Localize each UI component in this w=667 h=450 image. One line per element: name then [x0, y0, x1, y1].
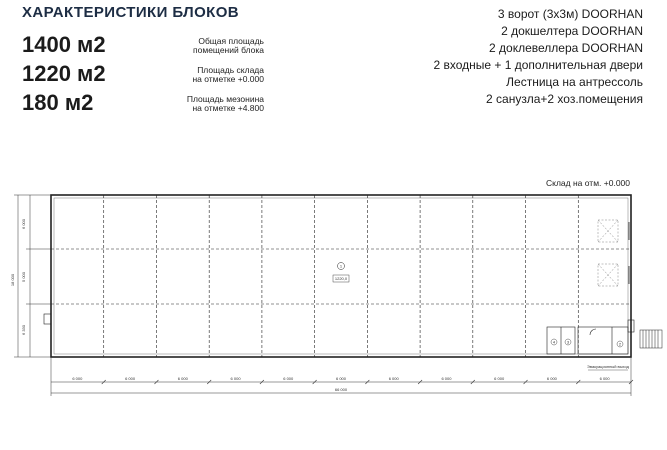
column-dim-3: 6 000: [177, 376, 188, 381]
utility-rooms: [547, 320, 634, 354]
page-heading: ХАРАКТЕРИСТИКИ БЛОКОВ: [22, 4, 240, 21]
total-length-dim: 66 000: [334, 387, 348, 392]
small-room-3: 3: [566, 339, 570, 345]
evacuation-note: Эвакуационный выход: [587, 364, 629, 369]
column-dim-8: 6 000: [441, 376, 452, 381]
column-dimensions: [72, 376, 633, 384]
left-dimension-lines: [14, 195, 51, 357]
row-dim-1: 6 000: [21, 218, 26, 230]
area-warehouse-desc-line1: Площадь склада: [197, 65, 264, 75]
small-room-2: 2: [618, 341, 622, 347]
area-total-value: 1400 м2: [22, 32, 106, 57]
feature-dock-shelters: 2 докшелтера DOORHAN: [501, 24, 643, 38]
feature-stairs: Лестница на антрессоль: [506, 75, 643, 89]
feature-restrooms: 2 санузла+2 хоз.помещения: [486, 92, 643, 106]
column-dim-5: 6 000: [283, 376, 294, 381]
external-stair: [640, 330, 662, 348]
column-dim-1: 6 000: [72, 376, 83, 381]
row-dim-2: 5 000: [21, 271, 26, 283]
column-dim-7: 6 000: [388, 376, 399, 381]
row-dim-3: 6 330: [21, 324, 26, 336]
area-mezzanine-desc-line1: Площадь мезонина: [186, 94, 264, 104]
column-dim-9: 6 000: [494, 376, 505, 381]
feature-gates: 3 ворот (3х3м) DOORHAN: [497, 7, 643, 21]
total-width-dim: 18 000: [10, 273, 15, 287]
area-mezzanine-value: 180 м2: [22, 90, 94, 115]
left-door: [44, 314, 51, 324]
small-room-4: 4: [552, 339, 556, 345]
area-warehouse-desc-line2: на отметке +0.000: [192, 74, 264, 84]
plan-caption: Склад на отм. +0.000: [546, 178, 630, 188]
column-dim-6: 6 000: [335, 376, 347, 381]
column-dim-4: 6 000: [230, 376, 241, 381]
feature-dock-levelers: 2 доклевеллера DOORHAN: [489, 41, 643, 55]
area-total-desc-line1: Общая площадь: [198, 36, 264, 46]
column-dim-2: 6 000: [125, 376, 136, 381]
area-warehouse-value: 1220 м2: [22, 61, 106, 86]
room-number: 1: [339, 263, 343, 269]
column-dim-11: 6 000: [599, 376, 610, 381]
area-mezzanine-desc-line2: на отметке +4.800: [192, 103, 264, 113]
feature-doors: 2 входные + 1 дополнительная двери: [433, 58, 643, 72]
column-dim-10: 6 000: [546, 376, 557, 381]
dock-gates: [598, 220, 618, 286]
area-total-desc-line2: помещений блока: [193, 45, 264, 55]
room-area: 1220,0: [334, 276, 348, 281]
